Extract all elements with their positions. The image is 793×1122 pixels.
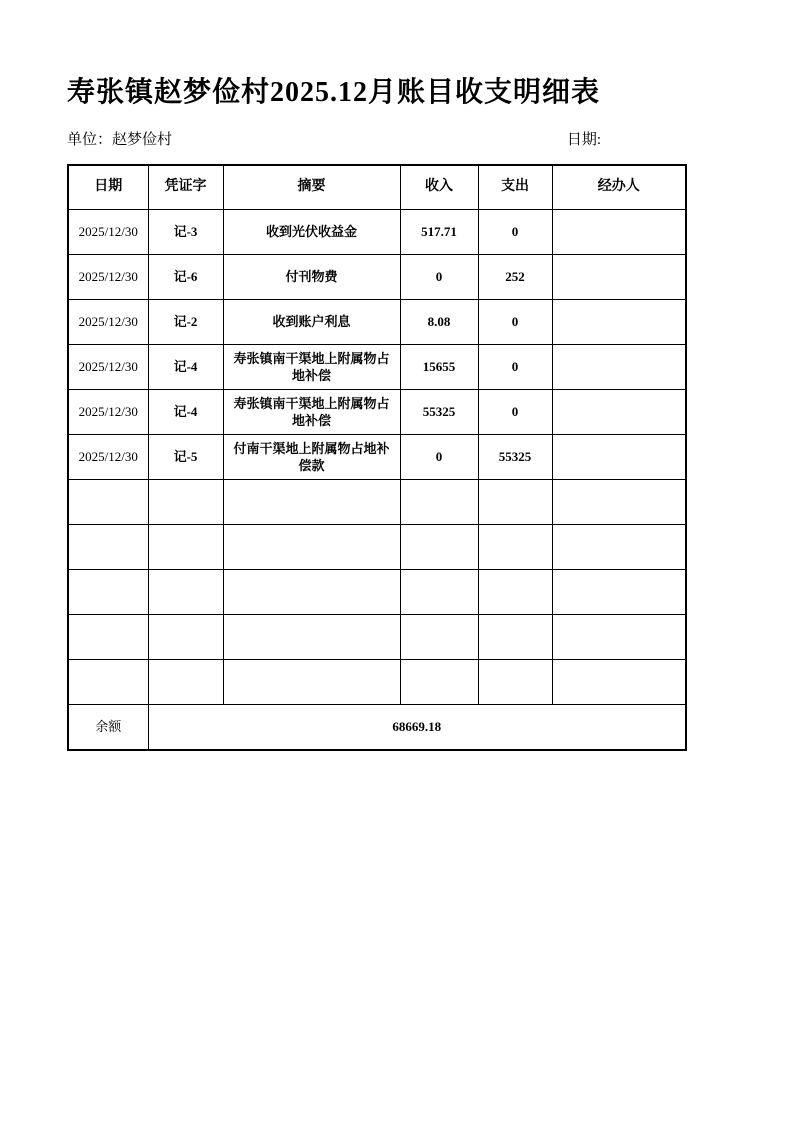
balance-row xyxy=(68,705,686,750)
table-row xyxy=(68,435,686,480)
cell-handler xyxy=(552,390,686,435)
col-header-summary: 摘要 xyxy=(223,165,400,210)
empty-cell-date xyxy=(68,570,148,615)
empty-cell-voucher xyxy=(148,525,223,570)
balance-label: 余额 xyxy=(68,705,148,750)
empty-cell-summary xyxy=(223,525,400,570)
empty-cell-date xyxy=(68,525,148,570)
empty-row xyxy=(68,525,686,570)
table-row xyxy=(68,345,686,390)
cell-expense: 0 xyxy=(478,210,552,255)
cell-expense: 55325 xyxy=(478,435,552,480)
cell-voucher: 记-6 xyxy=(148,255,223,300)
empty-cell-expense xyxy=(478,570,552,615)
ledger-table xyxy=(67,164,687,751)
empty-cell-expense xyxy=(478,525,552,570)
cell-voucher: 记-3 xyxy=(148,210,223,255)
cell-date: 2025/12/30 xyxy=(68,210,148,255)
cell-summary: 付南干渠地上附属物占地补偿款 xyxy=(223,435,400,480)
cell-expense: 252 xyxy=(478,255,552,300)
cell-handler xyxy=(552,300,686,345)
empty-cell-summary xyxy=(223,480,400,525)
col-header-voucher: 凭证字 xyxy=(148,165,223,210)
cell-voucher: 记-4 xyxy=(148,345,223,390)
cell-summary: 付刊物费 xyxy=(223,255,400,300)
empty-cell-income xyxy=(400,570,478,615)
empty-cell-handler xyxy=(552,615,686,660)
cell-date: 2025/12/30 xyxy=(68,390,148,435)
empty-cell-expense xyxy=(478,615,552,660)
header-row xyxy=(68,165,686,210)
empty-cell-handler xyxy=(552,570,686,615)
table-row xyxy=(68,255,686,300)
cell-expense: 0 xyxy=(478,390,552,435)
empty-row xyxy=(68,570,686,615)
table-row xyxy=(68,390,686,435)
empty-cell-summary xyxy=(223,660,400,705)
cell-date: 2025/12/30 xyxy=(68,300,148,345)
cell-handler xyxy=(552,255,686,300)
empty-row xyxy=(68,615,686,660)
cell-summary: 寿张镇南干渠地上附属物占地补偿 xyxy=(223,345,400,390)
cell-income: 55325 xyxy=(400,390,478,435)
cell-income: 15655 xyxy=(400,345,478,390)
empty-cell-income xyxy=(400,660,478,705)
cell-income: 8.08 xyxy=(400,300,478,345)
empty-cell-handler xyxy=(552,660,686,705)
cell-date: 2025/12/30 xyxy=(68,255,148,300)
cell-summary: 收到光伏收益金 xyxy=(223,210,400,255)
cell-expense: 0 xyxy=(478,300,552,345)
cell-voucher: 记-2 xyxy=(148,300,223,345)
empty-cell-income xyxy=(400,480,478,525)
empty-row xyxy=(68,660,686,705)
col-header-expense: 支出 xyxy=(478,165,552,210)
cell-handler xyxy=(552,210,686,255)
col-header-income: 收入 xyxy=(400,165,478,210)
empty-cell-date xyxy=(68,660,148,705)
cell-expense: 0 xyxy=(478,345,552,390)
cell-income: 517.71 xyxy=(400,210,478,255)
unit-label: 单位：赵梦俭村 xyxy=(67,131,173,148)
cell-handler xyxy=(552,345,686,390)
empty-cell-expense xyxy=(478,660,552,705)
empty-cell-summary xyxy=(223,570,400,615)
empty-cell-handler xyxy=(552,525,686,570)
empty-cell-expense xyxy=(478,480,552,525)
table-row xyxy=(68,210,686,255)
cell-date: 2025/12/30 xyxy=(68,435,148,480)
cell-date: 2025/12/30 xyxy=(68,345,148,390)
date-label: 日期: xyxy=(566,131,601,148)
table-body xyxy=(68,210,686,750)
empty-cell-summary xyxy=(223,615,400,660)
empty-cell-income xyxy=(400,615,478,660)
meta-row xyxy=(67,128,685,149)
cell-voucher: 记-5 xyxy=(148,435,223,480)
empty-cell-date xyxy=(68,615,148,660)
empty-cell-income xyxy=(400,525,478,570)
empty-cell-handler xyxy=(552,480,686,525)
col-header-handler: 经办人 xyxy=(552,165,686,210)
empty-cell-voucher xyxy=(148,570,223,615)
page-title: 寿张镇赵梦俭村2025.12月账目收支明细表 xyxy=(67,77,601,108)
empty-cell-voucher xyxy=(148,660,223,705)
cell-voucher: 记-4 xyxy=(148,390,223,435)
cell-income: 0 xyxy=(400,255,478,300)
empty-cell-voucher xyxy=(148,615,223,660)
balance-value: 68669.18 xyxy=(148,705,686,750)
empty-cell-voucher xyxy=(148,480,223,525)
table-row xyxy=(68,300,686,345)
empty-cell-date xyxy=(68,480,148,525)
cell-handler xyxy=(552,435,686,480)
col-header-date: 日期 xyxy=(68,165,148,210)
empty-row xyxy=(68,480,686,525)
cell-income: 0 xyxy=(400,435,478,480)
cell-summary: 寿张镇南干渠地上附属物占地补偿 xyxy=(223,390,400,435)
cell-summary: 收到账户利息 xyxy=(223,300,400,345)
